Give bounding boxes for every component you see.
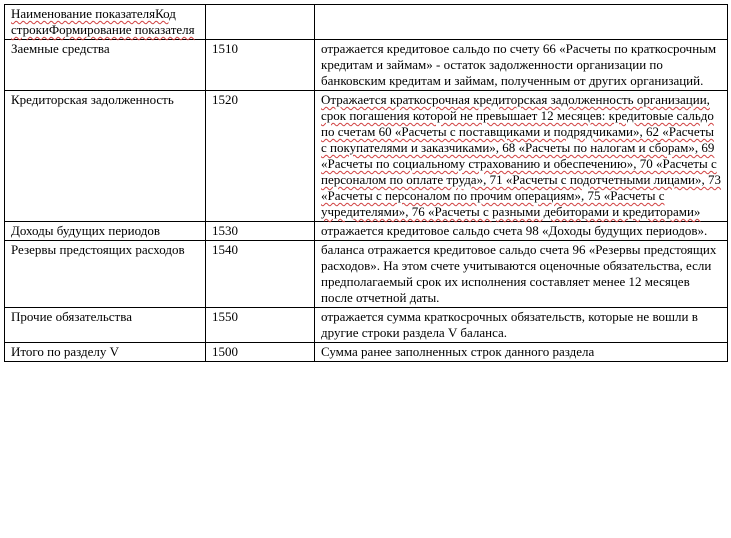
table-row <box>5 241 728 308</box>
row-code-cell: 1520 <box>206 91 315 222</box>
row-name-cell: Кредиторская задолженность <box>5 91 206 222</box>
row-code-cell: 1550 <box>206 308 315 343</box>
table-row-total <box>5 343 728 362</box>
row-code-cell: 1540 <box>206 241 315 308</box>
row-name-cell: Итого по разделу V <box>5 343 206 362</box>
row-name-cell: Доходы будущих периодов <box>5 222 206 241</box>
header-code-cell <box>206 5 315 40</box>
table-row <box>5 222 728 241</box>
row-formation-cell: отражается кредитовое сальдо по счету 66 «Расчеты по краткосрочным кредитам и займам» - остаток задолженности организации по банковским кредитам и займам, полученным от других организаций. <box>315 40 728 91</box>
row-formation-cell: отражается сумма краткосрочных обязательств, которые не вошли в другие строки раздела V баланса. <box>315 308 728 343</box>
header-name-cell <box>5 5 206 40</box>
row-code-cell: 1530 <box>206 222 315 241</box>
table-row <box>5 40 728 91</box>
header-name-text: Наименование показателяКод строкиФормирование показателя <box>11 6 195 37</box>
row-code-cell: 1500 <box>206 343 315 362</box>
document-page <box>4 4 727 362</box>
row-formation-text: Отражается краткосрочная кредиторская задолженность организации, срок погашения которой не превышает 12 месяцев: кредитовые сальдо по счетам 60 «Расчеты с поставщиками и подрядчиками», 62 «Расчеты с покупателями и заказчиками», 68 «Расчеты по налогам и сборам», 69 «Расчеты по социальному страхованию и обеспечению», 70 «Расчеты с персоналом по оплате труда», 71 «Расчеты с подотчетными лицами», 73 «Расчеты с персоналом по прочим операциям», 75 «Расчеты с учредителями», 76 «Расчеты с разными дебиторами и кредиторами» <box>321 92 722 219</box>
table-row <box>5 308 728 343</box>
row-name-cell: Прочие обязательства <box>5 308 206 343</box>
row-name-cell: Заемные средства <box>5 40 206 91</box>
table-row <box>5 91 728 222</box>
header-formation-cell <box>315 5 728 40</box>
row-formation-cell: баланса отражается кредитовое сальдо счета 96 «Резервы предстоящих расходов». На этом счете учитываются оценочные обязательства, если предполагаемый срок их исполнения составляет менее 12 месяцев после отчетной даты. <box>315 241 728 308</box>
table-header-row <box>5 5 728 40</box>
row-formation-cell: Сумма ранее заполненных строк данного раздела <box>315 343 728 362</box>
row-formation-cell: отражается кредитовое сальдо счета 98 «Доходы будущих периодов». <box>315 222 728 241</box>
row-name-cell: Резервы предстоящих расходов <box>5 241 206 308</box>
row-formation-cell <box>315 91 728 222</box>
balance-indicators-table <box>4 4 728 362</box>
row-code-cell: 1510 <box>206 40 315 91</box>
